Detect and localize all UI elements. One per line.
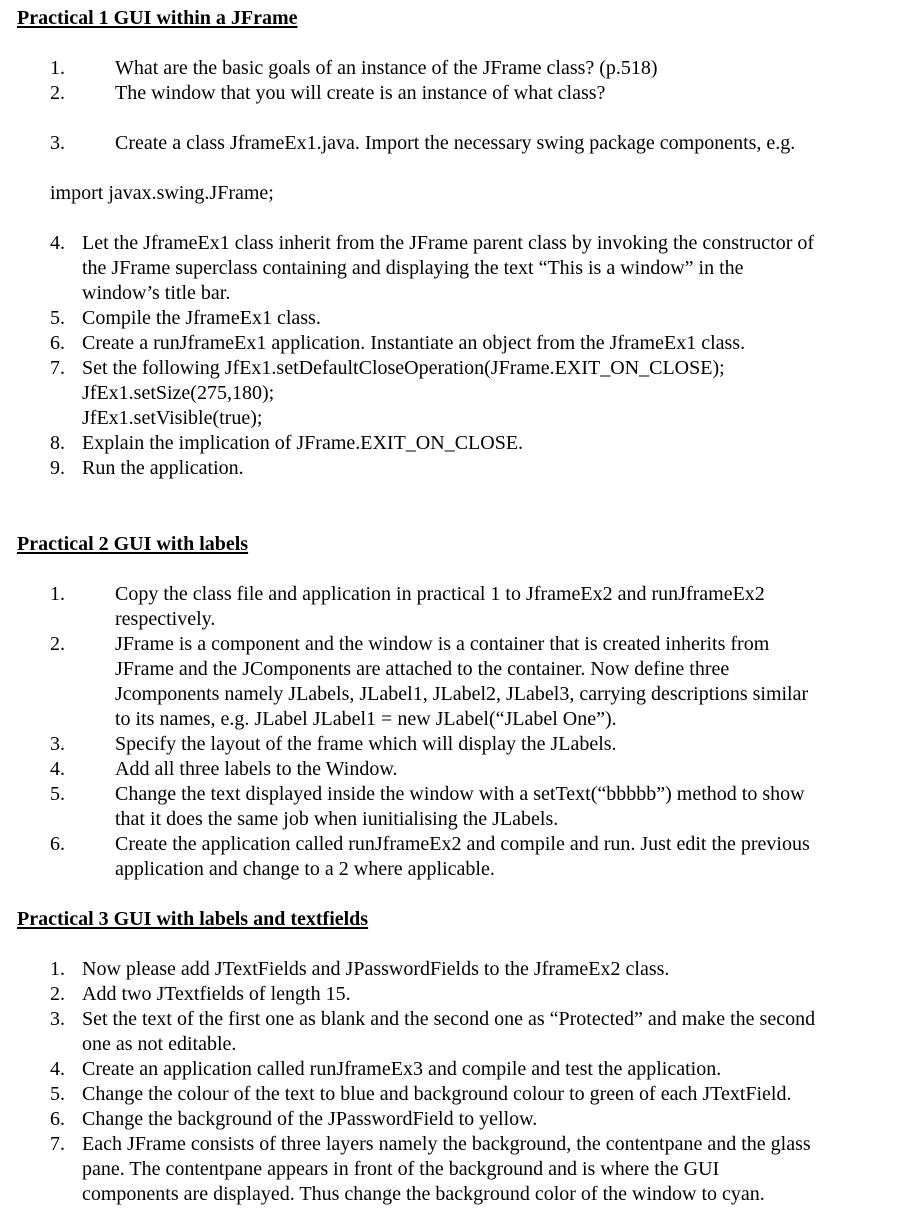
list-item-number: 5. <box>50 307 65 329</box>
practical-2-list <box>0 582 908 882</box>
list-item <box>0 957 890 982</box>
list-item <box>0 231 890 306</box>
practical-2-heading: Practical 2 GUI with labels <box>17 533 249 555</box>
list-item-text: application and change to a 2 where applicable. <box>115 858 495 880</box>
list-item-number: 7. <box>50 357 65 379</box>
list-item-number: 1. <box>50 958 65 980</box>
list-item-text: Create the application called runJframeEx2 and compile and run. Just edit the previous <box>115 833 810 855</box>
list-item-text: Add two JTextfields of length 15. <box>82 983 351 1005</box>
list-item-text: JFrame and the JComponents are attached to the container. Now define three <box>115 658 730 680</box>
import-statement: import javax.swing.JFrame; <box>50 182 274 204</box>
list-item-text: JfEx1.setVisible(true); <box>82 407 263 429</box>
list-item-text: Run the application. <box>82 457 244 479</box>
list-item-text: Add all three labels to the Window. <box>115 758 398 780</box>
list-item <box>0 632 880 732</box>
list-item-text: pane. The contentpane appears in front of the background and is where the GUI <box>82 1158 720 1180</box>
list-item <box>0 81 880 106</box>
list-item-number: 8. <box>50 432 65 454</box>
list-item <box>0 732 880 757</box>
list-item <box>0 582 880 632</box>
list-item <box>0 431 890 456</box>
list-item-text: components are displayed. Thus change the background color of the window to cyan. <box>82 1183 765 1205</box>
list-item-text: Change the colour of the text to blue and background colour to green of each JTextField. <box>82 1083 792 1105</box>
list-item <box>0 1132 890 1207</box>
list-item-text: Now please add JTextFields and JPasswordFields to the JframeEx2 class. <box>82 958 670 980</box>
list-item-number: 1. <box>50 57 65 79</box>
list-item <box>0 56 880 81</box>
list-item-text: Explain the implication of JFrame.EXIT_ON_CLOSE. <box>82 432 524 454</box>
list-item-text: JFrame is a component and the window is a container that is created inherits from <box>115 633 770 655</box>
list-item <box>0 331 890 356</box>
list-item <box>0 131 880 156</box>
list-item <box>0 757 880 782</box>
list-item-text: Change the background of the JPasswordField to yellow. <box>82 1108 538 1130</box>
practical-3-list <box>0 957 908 1207</box>
list-item-text: Jcomponents namely JLabels, JLabel1, JLabel2, JLabel3, carrying descriptions similar <box>115 683 809 705</box>
list-item <box>0 1057 890 1082</box>
list-item-number: 6. <box>50 1108 65 1130</box>
practical-3-heading: Practical 3 GUI with labels and textfields <box>17 908 369 930</box>
practical-1-list-b <box>0 131 908 156</box>
list-item-number: 4. <box>50 758 65 780</box>
list-item-number: 2. <box>50 983 65 1005</box>
list-item-number: 5. <box>50 1083 65 1105</box>
list-item <box>0 782 880 832</box>
list-item <box>0 356 890 431</box>
list-item-number: 4. <box>50 232 65 254</box>
list-item-text: that it does the same job when iunitialising the JLabels. <box>115 808 559 830</box>
list-item-text: Let the JframeEx1 class inherit from the JFrame parent class by invoking the constructor of <box>82 232 815 254</box>
list-item-number: 9. <box>50 457 65 479</box>
list-item-number: 6. <box>50 833 65 855</box>
list-item-text: one as not editable. <box>82 1033 237 1055</box>
list-item-text: Copy the class file and application in practical 1 to JframeEx2 and runJframeEx2 <box>115 583 765 605</box>
list-item-text: Create a runJframeEx1 application. Instantiate an object from the JframeEx1 class. <box>82 332 746 354</box>
list-item-text: What are the basic goals of an instance of the JFrame class? (p.518) <box>115 57 658 79</box>
list-item <box>0 1082 890 1107</box>
list-item <box>0 832 880 882</box>
list-item <box>0 982 890 1007</box>
list-item-text: The window that you will create is an instance of what class? <box>115 82 606 104</box>
list-item-text: Specify the layout of the frame which will display the JLabels. <box>115 733 617 755</box>
list-item-number: 6. <box>50 332 65 354</box>
practical-1-heading: Practical 1 GUI within a JFrame <box>17 7 298 29</box>
list-item-number: 7. <box>50 1133 65 1155</box>
list-item-number: 2. <box>50 633 65 655</box>
list-item-number: 3. <box>50 1008 65 1030</box>
list-item-text: Set the following JfEx1.setDefaultCloseOperation(JFrame.EXIT_ON_CLOSE); <box>82 357 725 379</box>
list-item <box>0 1007 890 1057</box>
list-item-text: Create a class JframeEx1.java. Import the necessary swing package components, e.g. <box>115 132 796 154</box>
list-item-text: window’s title bar. <box>82 282 231 304</box>
list-item <box>0 1107 890 1132</box>
list-item-number: 4. <box>50 1058 65 1080</box>
practical-1-list-a <box>0 56 908 106</box>
practical-1-list-c <box>0 231 908 481</box>
list-item <box>0 456 890 481</box>
list-item-text: to its names, e.g. JLabel JLabel1 = new JLabel(“JLabel One”). <box>115 708 617 730</box>
list-item-text: JfEx1.setSize(275,180); <box>82 382 275 404</box>
list-item-number: 5. <box>50 783 65 805</box>
list-item-number: 1. <box>50 583 65 605</box>
list-item-text: respectively. <box>115 608 216 630</box>
list-item-number: 3. <box>50 132 65 154</box>
list-item-text: Set the text of the first one as blank and the second one as “Protected” and make the second <box>82 1008 816 1030</box>
list-item-text: Compile the JframeEx1 class. <box>82 307 321 329</box>
list-item-number: 2. <box>50 82 65 104</box>
list-item <box>0 306 890 331</box>
list-item-text: Create an application called runJframeEx3 and compile and test the application. <box>82 1058 722 1080</box>
list-item-text: the JFrame superclass containing and displaying the text “This is a window” in the <box>82 257 744 279</box>
list-item-text: Each JFrame consists of three layers namely the background, the contentpane and the glass <box>82 1133 811 1155</box>
list-item-text: Change the text displayed inside the window with a setText(“bbbbb”) method to show <box>115 783 805 805</box>
list-item-number: 3. <box>50 733 65 755</box>
